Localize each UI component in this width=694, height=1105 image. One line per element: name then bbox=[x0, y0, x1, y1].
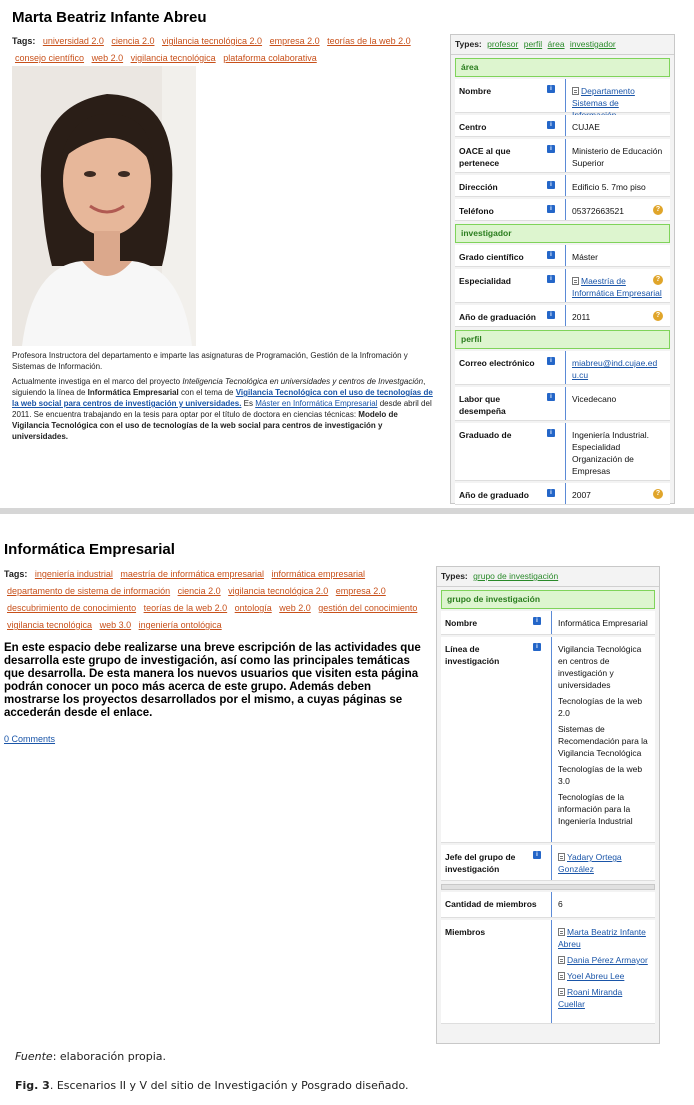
type-link[interactable]: grupo de investigación bbox=[473, 571, 559, 581]
properties-box bbox=[450, 34, 675, 504]
property-value: Ministerio de Educación Superior bbox=[572, 146, 663, 168]
master-link[interactable]: Máster en Informática Empresarial bbox=[255, 399, 378, 408]
property-row-nombre bbox=[441, 611, 655, 635]
column-divider bbox=[565, 115, 566, 136]
property-label: Grado científico bbox=[459, 252, 524, 262]
property-label: Jefe del grupo de investigación bbox=[445, 852, 516, 874]
property-label: Dirección bbox=[459, 182, 498, 192]
property-value: Máster bbox=[572, 252, 598, 262]
property-row-anio-graduado bbox=[455, 483, 670, 505]
property-label: Centro bbox=[459, 122, 487, 132]
tag-link[interactable]: web 3.0 bbox=[99, 620, 132, 630]
tag-link[interactable]: ciencia 2.0 bbox=[111, 36, 155, 46]
property-row-centro bbox=[455, 115, 670, 137]
tag-link[interactable]: ingeniería ontológica bbox=[138, 620, 222, 630]
column-divider bbox=[565, 245, 566, 266]
bio-text: Actualmente investiga en el marco del proyecto bbox=[12, 377, 183, 386]
property-value: Informática Empresarial bbox=[558, 618, 648, 628]
property-value: 2007 bbox=[572, 490, 591, 500]
property-label: Línea de investigación bbox=[445, 644, 500, 666]
member-item bbox=[558, 954, 650, 966]
member-link[interactable]: Yoel Abreu Lee bbox=[567, 971, 625, 981]
project-name: Inteligencia Tecnológica en universidades y centros de Investgación bbox=[182, 377, 424, 386]
tag-link[interactable]: universidad 2.0 bbox=[42, 36, 104, 46]
column-divider bbox=[551, 845, 552, 880]
info-icon[interactable]: i bbox=[547, 489, 555, 497]
info-icon[interactable]: i bbox=[547, 429, 555, 437]
tags-label: Tags: bbox=[12, 36, 36, 46]
group-page-panel bbox=[0, 514, 694, 1044]
research-line-item: Sistemas de Recomendación para la Vigilancia Tecnológica bbox=[558, 724, 648, 758]
info-icon[interactable]: i bbox=[547, 275, 555, 283]
source-note bbox=[15, 1050, 166, 1063]
property-row-cantidad bbox=[441, 892, 655, 918]
profile-bio bbox=[12, 350, 436, 446]
group-description: En este espacio debe realizarse una breve escripción de las actividades que desarrolla este grupo de investigación, así como las principales temáticas que desarrolla. De esta manera los nuevos usuarios que visiten esta página podrán conocer un poco más acerca de este grupo. Además deben mostrarse los proyectos desarrollados por el mismo, a cuyas páginas se accederán desde el enlace. bbox=[4, 642, 421, 719]
property-value: 2011 bbox=[572, 312, 591, 322]
property-label: Teléfono bbox=[459, 206, 494, 216]
page-icon bbox=[558, 972, 565, 980]
tags-list bbox=[12, 33, 432, 67]
property-value bbox=[558, 851, 650, 875]
thesis-title: Modelo de Vigilancia Tecnológica con el uso de tecnologías de la web social para centros de investigación y universidades. bbox=[12, 410, 398, 441]
column-divider bbox=[565, 139, 566, 172]
property-row-nombre bbox=[455, 79, 670, 113]
research-line-item: Vigilancia Tecnológica en centros de investigación y universidades bbox=[558, 644, 642, 690]
specialty-link[interactable]: Maestría de Informática Empresarial bbox=[572, 276, 662, 298]
tag-link[interactable]: gestión del conocimiento bbox=[318, 603, 418, 613]
property-label: Año de graduación bbox=[459, 312, 536, 322]
tags-label: Tags: bbox=[4, 569, 28, 579]
page-icon bbox=[558, 988, 565, 996]
info-icon[interactable]: i bbox=[547, 181, 555, 189]
property-row-correo bbox=[455, 351, 670, 385]
page-icon bbox=[558, 956, 565, 964]
tag-link[interactable]: consejo científico bbox=[15, 53, 85, 63]
column-divider bbox=[565, 351, 566, 384]
property-value: CUJAE bbox=[572, 122, 600, 132]
property-row-graduado bbox=[455, 423, 670, 481]
research-line-item: Tecnologías de la información para la Ingeniería Industrial bbox=[558, 792, 633, 826]
info-icon[interactable]: i bbox=[547, 393, 555, 401]
bio-text: , siguiendo la línea de bbox=[12, 377, 426, 397]
property-label: Cantidad de miembros bbox=[445, 899, 537, 909]
tags-list bbox=[4, 566, 424, 634]
property-value bbox=[572, 275, 664, 299]
tag-link[interactable]: web 2.0 bbox=[279, 603, 311, 613]
members-list bbox=[558, 926, 650, 1014]
tag-link[interactable]: empresa 2.0 bbox=[269, 36, 320, 46]
member-link[interactable]: Dania Pérez Armayor bbox=[567, 955, 648, 965]
property-row-especialidad bbox=[455, 269, 670, 303]
bio-text: con el tema de bbox=[178, 388, 236, 397]
help-icon[interactable]: ? bbox=[653, 311, 663, 321]
research-line: Informática Empresarial bbox=[87, 388, 179, 397]
property-row-oace bbox=[455, 139, 670, 173]
property-label: Nombre bbox=[459, 86, 492, 96]
member-item bbox=[558, 986, 650, 1010]
figure-caption bbox=[15, 1079, 409, 1092]
tag-link[interactable]: ciencia 2.0 bbox=[177, 586, 221, 596]
tag-link[interactable]: departamento de sistema de información bbox=[7, 586, 171, 596]
page-icon bbox=[572, 277, 579, 285]
tag-link[interactable]: vigilancia tecnológica 2.0 bbox=[228, 586, 329, 596]
column-divider bbox=[551, 637, 552, 842]
type-link[interactable]: profesor bbox=[487, 39, 519, 49]
info-icon[interactable]: i bbox=[547, 311, 555, 319]
property-row-grado bbox=[455, 245, 670, 267]
info-icon[interactable]: i bbox=[547, 145, 555, 153]
page-icon bbox=[572, 87, 579, 95]
research-line-item: Tecnologías de la web 2.0 bbox=[558, 696, 643, 718]
source-label: Fuente bbox=[15, 1050, 53, 1063]
page-icon bbox=[558, 853, 565, 861]
property-row-linea bbox=[441, 637, 655, 843]
tag-link[interactable]: teorías de la web 2.0 bbox=[143, 603, 228, 613]
type-link[interactable]: investigador bbox=[569, 39, 616, 49]
property-value: 6 bbox=[558, 899, 563, 909]
types-bar bbox=[437, 567, 659, 587]
types-label: Types: bbox=[455, 39, 482, 49]
tag-link[interactable]: vigilancia tecnológica 2.0 bbox=[161, 36, 263, 46]
column-divider bbox=[565, 387, 566, 420]
column-divider bbox=[565, 305, 566, 326]
property-value: Ingeniería Industrial. Especialidad Organización de Empresas bbox=[572, 430, 650, 476]
thesis-topic-link[interactable]: Vigilancia Tecnológica con el uso de tecnologías de la web social para centros de investigación y universidades. bbox=[12, 388, 433, 408]
column-divider bbox=[565, 423, 566, 480]
info-icon[interactable]: i bbox=[533, 851, 541, 859]
member-item bbox=[558, 970, 650, 982]
column-divider bbox=[565, 175, 566, 196]
caption-label: Fig. 3 bbox=[15, 1079, 50, 1092]
column-divider bbox=[551, 611, 552, 634]
section-header-perfil: perfil bbox=[455, 330, 670, 349]
research-line-item: Tecnologías de la web 3.0 bbox=[558, 764, 643, 786]
section-header-grupo: grupo de investigación bbox=[441, 590, 655, 609]
property-row-labor bbox=[455, 387, 670, 421]
page-title: Informática Empresarial bbox=[4, 541, 175, 558]
caption-text: . Escenarios II y V del sitio de Investigación y Posgrado diseñado. bbox=[49, 1079, 409, 1092]
column-divider bbox=[565, 483, 566, 504]
property-value: Edificio 5. 7mo piso bbox=[572, 182, 646, 192]
page-icon bbox=[558, 928, 565, 936]
tag-link[interactable]: informática empresarial bbox=[271, 569, 366, 579]
tag-link[interactable]: ontología bbox=[234, 603, 272, 613]
info-icon[interactable]: i bbox=[547, 205, 555, 213]
column-divider bbox=[551, 892, 552, 917]
property-label: Especialidad bbox=[459, 276, 511, 286]
bio-text: Es bbox=[241, 399, 256, 408]
tag-link[interactable]: vigilancia tecnológica bbox=[130, 53, 216, 63]
property-row-direccion bbox=[455, 175, 670, 197]
property-row-anio-graduacion bbox=[455, 305, 670, 327]
property-row-telefono bbox=[455, 199, 670, 221]
tag-link[interactable]: vigilancia tecnológica bbox=[7, 620, 93, 630]
section-header-investigador: investigador bbox=[455, 224, 670, 243]
member-link[interactable]: Marta Beatriz Infante Abreu bbox=[558, 927, 646, 949]
info-icon[interactable]: i bbox=[547, 357, 555, 365]
property-row-miembros bbox=[441, 920, 655, 1024]
property-label: Año de graduado bbox=[459, 490, 529, 500]
email-link[interactable]: miabreu@ind.cujae.edu.cu bbox=[572, 358, 658, 380]
info-icon[interactable]: i bbox=[533, 617, 541, 625]
properties-box bbox=[436, 566, 660, 1044]
bio-paragraph bbox=[12, 376, 436, 442]
property-label: Graduado de bbox=[459, 430, 512, 440]
property-value: Vicedecano bbox=[572, 394, 617, 404]
column-divider bbox=[565, 79, 566, 112]
page-title: Marta Beatriz Infante Abreu bbox=[12, 9, 207, 26]
types-bar bbox=[451, 35, 674, 55]
tag-link[interactable]: descubrimiento de conocimiento bbox=[7, 603, 137, 613]
research-lines-list bbox=[558, 643, 650, 831]
member-link[interactable]: Roani Miranda Cuellar bbox=[558, 987, 623, 1009]
column-divider bbox=[565, 269, 566, 302]
tag-link[interactable]: maestría de informática empresarial bbox=[120, 569, 264, 579]
tag-link[interactable]: ingeniería industrial bbox=[34, 569, 113, 579]
info-icon[interactable]: i bbox=[547, 85, 555, 93]
property-label: Labor que desempeña bbox=[459, 394, 506, 416]
tag-link[interactable]: web 2.0 bbox=[91, 53, 124, 63]
tag-link[interactable]: teorías de la web 2.0 bbox=[327, 36, 411, 46]
property-label: Correo electrónico bbox=[459, 358, 535, 368]
profile-page-panel bbox=[0, 0, 694, 508]
member-item bbox=[558, 926, 650, 950]
property-label: OACE al que pertenece bbox=[459, 146, 511, 168]
column-divider bbox=[551, 920, 552, 1023]
property-label: Miembros bbox=[445, 927, 486, 937]
info-icon[interactable]: i bbox=[547, 251, 555, 259]
help-icon[interactable]: ? bbox=[653, 489, 663, 499]
property-value: 05372663521 bbox=[572, 206, 625, 216]
property-value bbox=[572, 357, 664, 381]
column-divider bbox=[565, 199, 566, 220]
comments-link[interactable]: 0 Comments bbox=[4, 734, 56, 744]
tag-link[interactable]: plataforma colaborativa bbox=[223, 53, 317, 63]
profile-photo bbox=[12, 66, 196, 346]
bio-paragraph: Profesora Instructora del departamento e imparte las asignaturas de Programación, Gestión de la Infromación y Sistemas de Información. bbox=[12, 351, 408, 371]
info-icon[interactable]: i bbox=[547, 121, 555, 129]
section-header-area: área bbox=[455, 58, 670, 77]
help-icon[interactable]: ? bbox=[653, 205, 663, 215]
info-icon[interactable]: i bbox=[533, 643, 541, 651]
type-link[interactable]: área bbox=[547, 39, 565, 49]
section-separator bbox=[441, 884, 655, 890]
department-link[interactable]: Departamento Sistemas de bbox=[572, 86, 635, 108]
types-label: Types: bbox=[441, 571, 468, 581]
group-leader-link[interactable]: Yadary Ortega González bbox=[558, 852, 622, 874]
source-text: : elaboración propia. bbox=[52, 1050, 167, 1063]
bio-text: desde abril del 2011. Se encuentra trabajando en la tesis para optar por el título de doctora en ciencias técnicas: bbox=[12, 399, 432, 419]
property-row-jefe bbox=[441, 845, 655, 881]
type-link[interactable]: perfil bbox=[523, 39, 543, 49]
tag-link[interactable]: empresa 2.0 bbox=[335, 586, 386, 596]
help-icon[interactable]: ? bbox=[653, 275, 663, 285]
property-label: Nombre bbox=[445, 618, 478, 628]
